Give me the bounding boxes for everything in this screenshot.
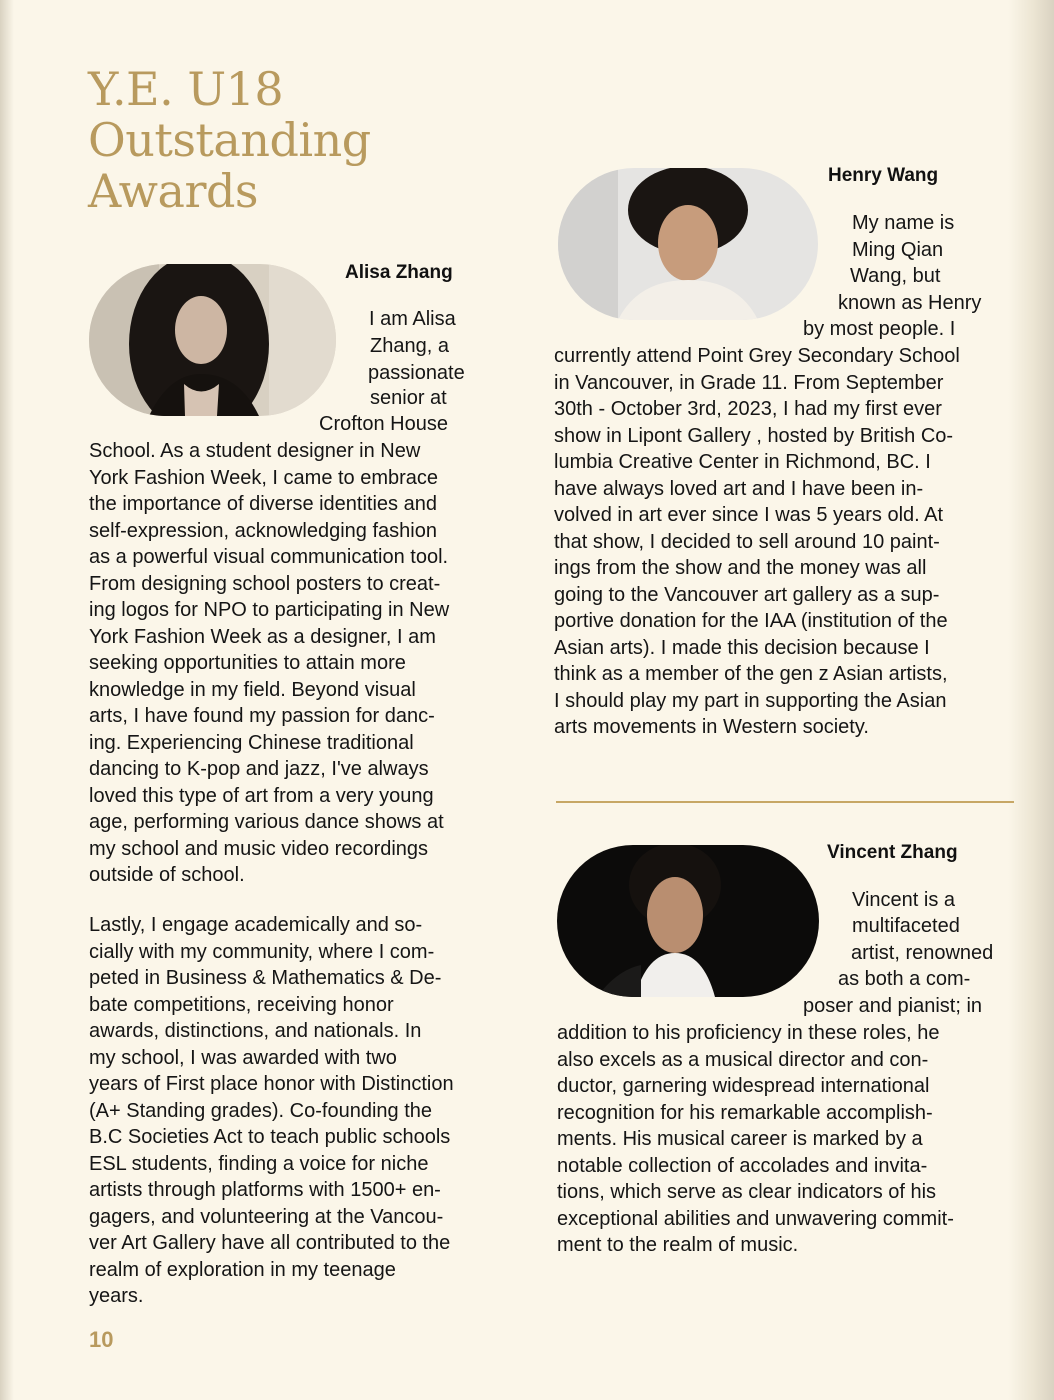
- henry-intro-line: Wang, but: [850, 265, 941, 287]
- text-line: recognition for his remarkable accomplish-: [557, 1101, 933, 1124]
- alisa-intro-line: Zhang, a: [370, 335, 449, 357]
- text-line: exceptional abilities and unwavering commit-: [557, 1207, 954, 1230]
- text-line: 30th - October 3rd, 2023, I had my first ever: [554, 398, 942, 420]
- alisa-name: Alisa Zhang: [345, 262, 453, 283]
- text-line: ver Art Gallery have all contributed to the: [89, 1232, 451, 1254]
- page-title: [88, 64, 408, 217]
- text-line: arts, I have found my passion for danc-: [89, 705, 435, 727]
- text-line: ment to the realm of music.: [557, 1234, 799, 1256]
- page-right-shadow: [1008, 0, 1054, 1400]
- text-line: knowledge in my field. Beyond visual: [89, 678, 416, 701]
- vincent-body: [557, 1020, 954, 1259]
- vincent-intro-line: artist, renowned: [851, 942, 994, 964]
- section-divider: [556, 801, 1014, 803]
- vincent-intro-line: poser and pianist; in: [803, 995, 983, 1017]
- vincent-intro-line: multifaceted: [852, 915, 960, 937]
- text-line: arts movements in Western society.: [554, 716, 869, 738]
- text-line: have always loved art and I have been in-: [554, 477, 924, 500]
- alisa-intro-line: passionate: [368, 362, 465, 384]
- text-line: ductor, garnering widespread international: [557, 1075, 930, 1097]
- text-line: York Fashion Week, I came to embrace: [89, 466, 439, 489]
- title-line: Y.E. U18: [88, 62, 284, 116]
- text-line: going to the Vancouver art gallery as a sup-: [554, 583, 940, 606]
- alisa-photo: [89, 264, 336, 416]
- text-line: think as a member of the gen z Asian artists,: [554, 663, 948, 685]
- text-line: realm of exploration in my teenage: [89, 1258, 396, 1281]
- text-line: ings from the show and the money was all: [554, 557, 927, 579]
- henry-name: Henry Wang: [828, 165, 939, 186]
- text-line: as a powerful visual communication tool.: [89, 546, 449, 568]
- page-number: 10: [89, 1327, 114, 1352]
- text-line: Asian arts). I made this decision because I: [554, 636, 930, 659]
- text-line: portive donation for the IAA (institution of the: [554, 610, 948, 632]
- henry-intro-line: Ming Qian: [852, 239, 944, 261]
- vincent-intro-line: Vincent is a: [852, 889, 956, 911]
- text-line: York Fashion Week as a designer, I am: [89, 625, 436, 648]
- text-line: School. As a student designer in New: [89, 440, 421, 462]
- text-line: seeking opportunities to attain more: [89, 652, 406, 674]
- text-line: B.C Societies Act to teach public schools: [89, 1126, 451, 1148]
- text-line: show in Lipont Gallery , hosted by British Co-: [554, 424, 954, 447]
- text-line: self-expression, acknowledging fashion: [89, 519, 437, 542]
- alisa-body-2: [89, 912, 454, 1310]
- vincent-intro-line: as both a com-: [838, 968, 971, 990]
- text-line: my school and music video recordings: [89, 837, 429, 860]
- page-left-shadow: [0, 0, 14, 1400]
- text-line: outside of school.: [89, 864, 245, 886]
- text-line: awards, distinctions, and nationals. In: [89, 1020, 422, 1042]
- alisa-intro-line: Crofton House: [319, 413, 448, 435]
- text-line: Lastly, I engage academically and so-: [89, 914, 423, 936]
- text-line: tions, which serve as clear indicators of his: [557, 1181, 937, 1203]
- text-line: that show, I decided to sell around 10 paint-: [554, 530, 940, 553]
- text-line: peted in Business & Mathematics & De-: [89, 967, 442, 989]
- text-line: gagers, and volunteering at the Vancou-: [89, 1205, 444, 1228]
- henry-intro-line: known as Henry: [838, 292, 982, 314]
- text-line: dancing to K-pop and jazz, I've always: [89, 758, 429, 780]
- text-line: ing. Experiencing Chinese traditional: [89, 731, 414, 754]
- alisa-body: [89, 438, 449, 889]
- henry-intro-line: by most people. I: [803, 318, 956, 340]
- text-line: years.: [89, 1285, 144, 1307]
- text-line: lumbia Creative Center in Richmond, BC. I: [554, 451, 931, 473]
- text-line: cially with my community, where I com-: [89, 940, 435, 963]
- henry-intro-line: My name is: [852, 212, 955, 234]
- text-line: I should play my part in supporting the Asian: [554, 689, 947, 712]
- text-line: bate competitions, receiving honor: [89, 993, 394, 1016]
- henry-body: [554, 343, 960, 741]
- text-line: years of First place honor with Distinction: [89, 1073, 454, 1095]
- alisa-intro-line: senior at: [370, 387, 447, 409]
- title-line: Awards: [88, 164, 258, 218]
- text-line: ments. His musical career is marked by a: [557, 1128, 923, 1150]
- text-line: ing logos for NPO to participating in New: [89, 599, 450, 621]
- alisa-intro-line: I am Alisa: [369, 308, 456, 330]
- text-line: ESL students, finding a voice for niche: [89, 1152, 429, 1175]
- text-line: (A+ Standing grades). Co-founding the: [89, 1099, 432, 1122]
- text-line: age, performing various dance shows at: [89, 811, 444, 833]
- text-line: the importance of diverse identities and: [89, 493, 437, 515]
- henry-photo: [558, 168, 818, 320]
- text-line: loved this type of art from a very young: [89, 784, 434, 807]
- text-line: volved in art ever since I was 5 years old. At: [554, 504, 944, 526]
- text-line: artists through platforms with 1500+ en-: [89, 1179, 441, 1201]
- vincent-name: Vincent Zhang: [827, 842, 958, 863]
- text-line: currently attend Point Grey Secondary School: [554, 345, 960, 367]
- text-line: in Vancouver, in Grade 11. From September: [554, 371, 944, 394]
- title-line: Outstanding: [88, 113, 371, 167]
- text-line: From designing school posters to creat-: [89, 572, 441, 595]
- vincent-photo: [557, 845, 819, 997]
- text-line: notable collection of accolades and invita-: [557, 1154, 928, 1177]
- text-line: addition to his proficiency in these roles, he: [557, 1022, 940, 1044]
- text-line: my school, I was awarded with two: [89, 1046, 397, 1069]
- text-line: also excels as a musical director and con-: [557, 1048, 929, 1071]
